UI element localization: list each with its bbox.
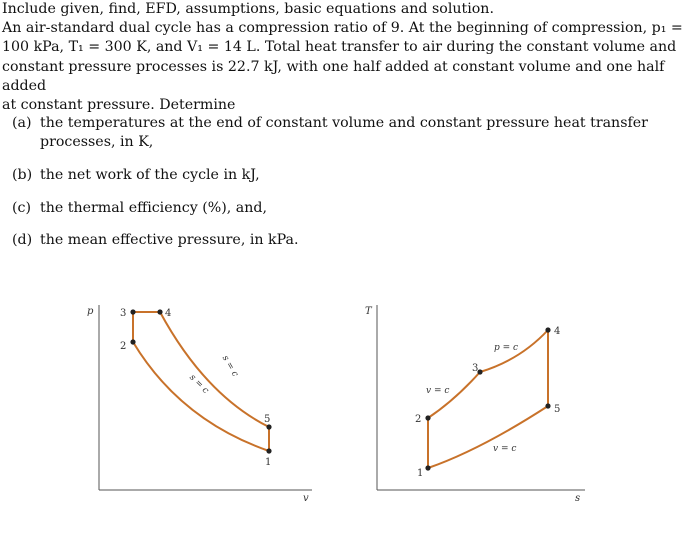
part-d-text: the mean effective pressure, in kPa. (40, 232, 299, 248)
pv-diagram (80, 296, 320, 506)
ts-label-2: 2 (415, 414, 422, 425)
ts-label-3: 3 (472, 363, 479, 374)
ts-process-5-1 (428, 406, 548, 468)
pv-label-1: 1 (265, 457, 272, 468)
ts-state-1 (425, 465, 430, 470)
ts-x-axis-label: s (575, 493, 581, 504)
statement-line-2: 100 kPa, T₁ = 300 K, and V₁ = 14 L. Total heat transfer to air during the constant volume and (2, 39, 677, 56)
part-c (12, 199, 680, 218)
ts-label-1: 1 (417, 468, 424, 479)
part-a-text: the temperatures at the end of constant volume and constant pressure heat transfer processes, in K, (40, 115, 648, 150)
part-b-text: the net work of the cycle in kJ, (40, 167, 260, 183)
part-c-text: the thermal efficiency (%), and, (40, 200, 267, 216)
statement-line-4: at constant pressure. Determine (2, 97, 236, 114)
ts-state-2 (425, 415, 430, 420)
ts-label-5: 5 (554, 404, 561, 415)
pv-label-3: 3 (120, 308, 127, 319)
pv-state-1 (266, 448, 271, 453)
pv-process-4-5 (160, 312, 269, 427)
instructions-line: Include given, find, EFD, assumptions, basic equations and solution. (2, 1, 494, 17)
ts-isochore-upper-label: v = c (426, 386, 450, 396)
ts-state-4 (545, 327, 550, 332)
ts-state-5 (545, 403, 550, 408)
pv-y-axis-label: p (87, 306, 94, 317)
pv-label-2: 2 (120, 341, 127, 352)
pv-isentrope-upper-label: s = c (219, 353, 240, 379)
pv-state-3 (130, 309, 135, 314)
pv-x-axis-label: v (303, 493, 309, 504)
pv-state-4 (157, 309, 162, 314)
ts-label-4: 4 (554, 326, 561, 337)
problem-text (2, 0, 686, 115)
pv-isentrope-lower-label: s = c (187, 372, 211, 396)
statement-line-3: constant pressure processes is 22.7 kJ, with one half added at constant volume and one half added (2, 58, 665, 94)
part-b-label: (b) (12, 167, 33, 183)
ts-isochore-lower-label: v = c (493, 444, 517, 454)
ts-isobar-label: p = c (494, 343, 519, 353)
part-b (12, 166, 680, 185)
ts-y-axis-label: T (365, 306, 372, 317)
part-a-label: (a) (12, 115, 32, 131)
part-a (12, 114, 680, 152)
pv-process-1-2 (133, 342, 269, 451)
part-d (12, 231, 680, 250)
ts-diagram (360, 296, 600, 506)
pv-state-2 (130, 339, 135, 344)
statement-line-1: An air-standard dual cycle has a compression ratio of 9. At the beginning of compression, p₁ = (2, 20, 683, 37)
pv-label-5: 5 (264, 414, 271, 425)
pv-state-5 (266, 424, 271, 429)
part-d-label: (d) (12, 232, 33, 248)
part-c-label: (c) (12, 200, 32, 216)
pv-label-4: 4 (165, 308, 172, 319)
